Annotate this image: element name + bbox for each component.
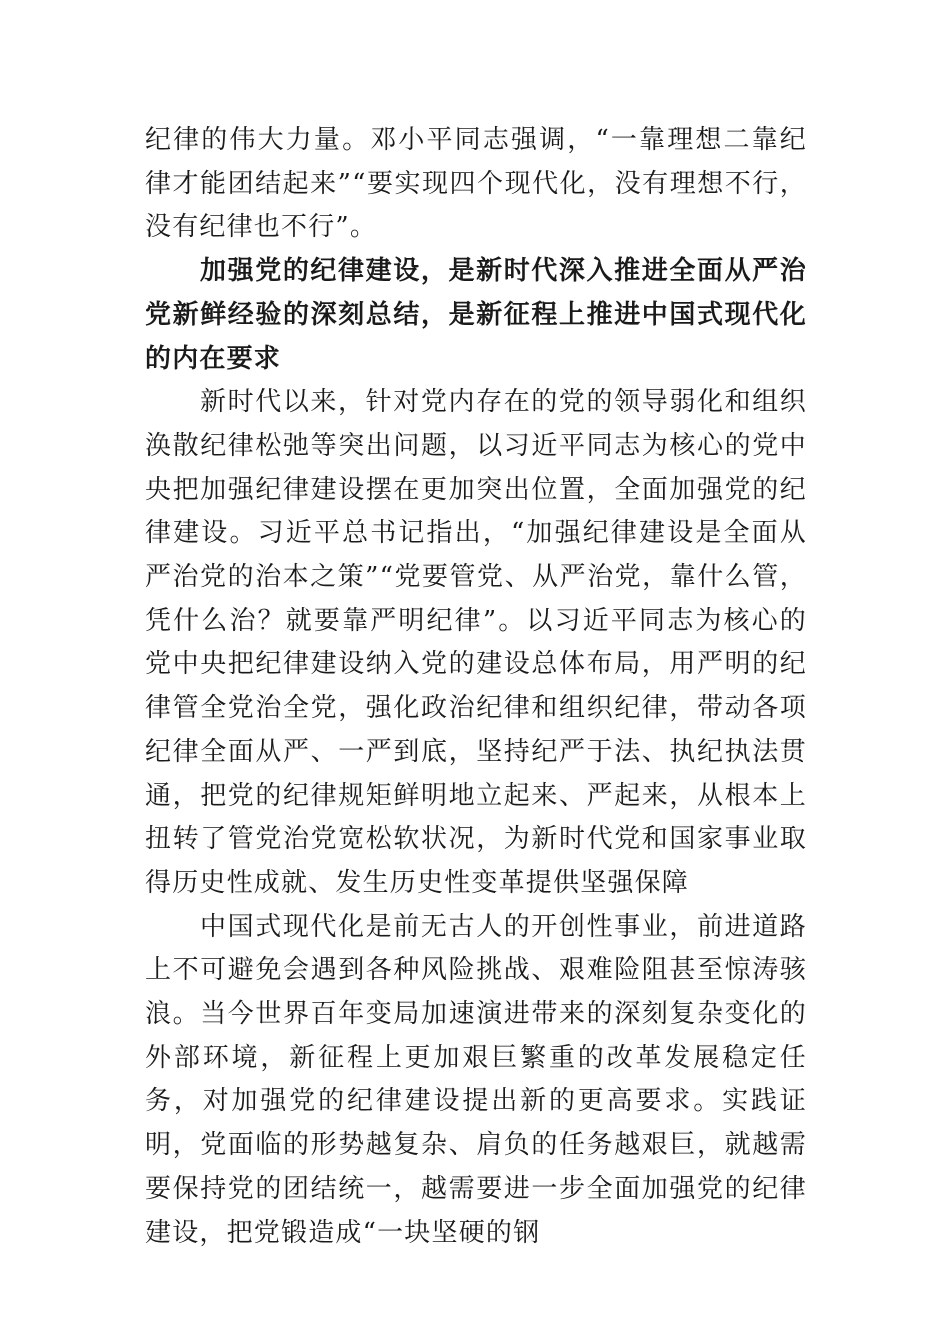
section-heading: 加强党的纪律建设，是新时代深入推进全面从严治党新鲜经验的深刻总结，是新征程上推进中国式现代化的内在要求 [145, 256, 807, 374]
document-page [145, 119, 807, 1255]
paragraph-chinese-modernization: 中国式现代化是前无古人的开创性事业，前进道路上不可避免会遇到各种风险挑战、艰难险阻甚至惊涛骇浪。当今世界百年变局加速演进带来的深刻复杂变化的外部环境，新征程上更加艰巨繁重的改革发展稳定任务，对加强党的纪律建设提出新的更高要求。实践证明，党面临的形势越复杂、肩负的任务越艰巨，就越需要保持党的团结统一，越需要进一步全面加强党的纪律建设，把党锻造成“一块坚硬的钢 [145, 911, 807, 1248]
paragraph-new-era: 新时代以来，针对党内存在的党的领导弱化和组织涣散纪律松弛等突出问题，以习近平同志为核心的党中央把加强纪律建设摆在更加突出位置，全面加强党的纪律建设。习近平总书记指出，“加强纪律建设是全面从严治党的治本之策”“党要管党、从严治党，靠什么管，凭什么治？就要靠严明纪律”。以习近平同志为核心的党中央把纪律建设纳入党的建设总体布局，用严明的纪律管全党治全党，强化政治纪律和组织纪律，带动各项纪律全面从严、一严到底，坚持纪严于法、执纪执法贯通，把党的纪律规矩鲜明地立起来、严起来，从根本上扭转了管党治党宽松软状况，为新时代党和国家事业取得历史性成就、发生历史性变革提供坚强保障 [145, 387, 807, 898]
paragraph-continuation: 纪律的伟大力量。邓小平同志强调，“一靠理想二靠纪律才能团结起来”“要实现四个现代化，没有理想不行，没有纪律也不行”。 [145, 125, 807, 243]
